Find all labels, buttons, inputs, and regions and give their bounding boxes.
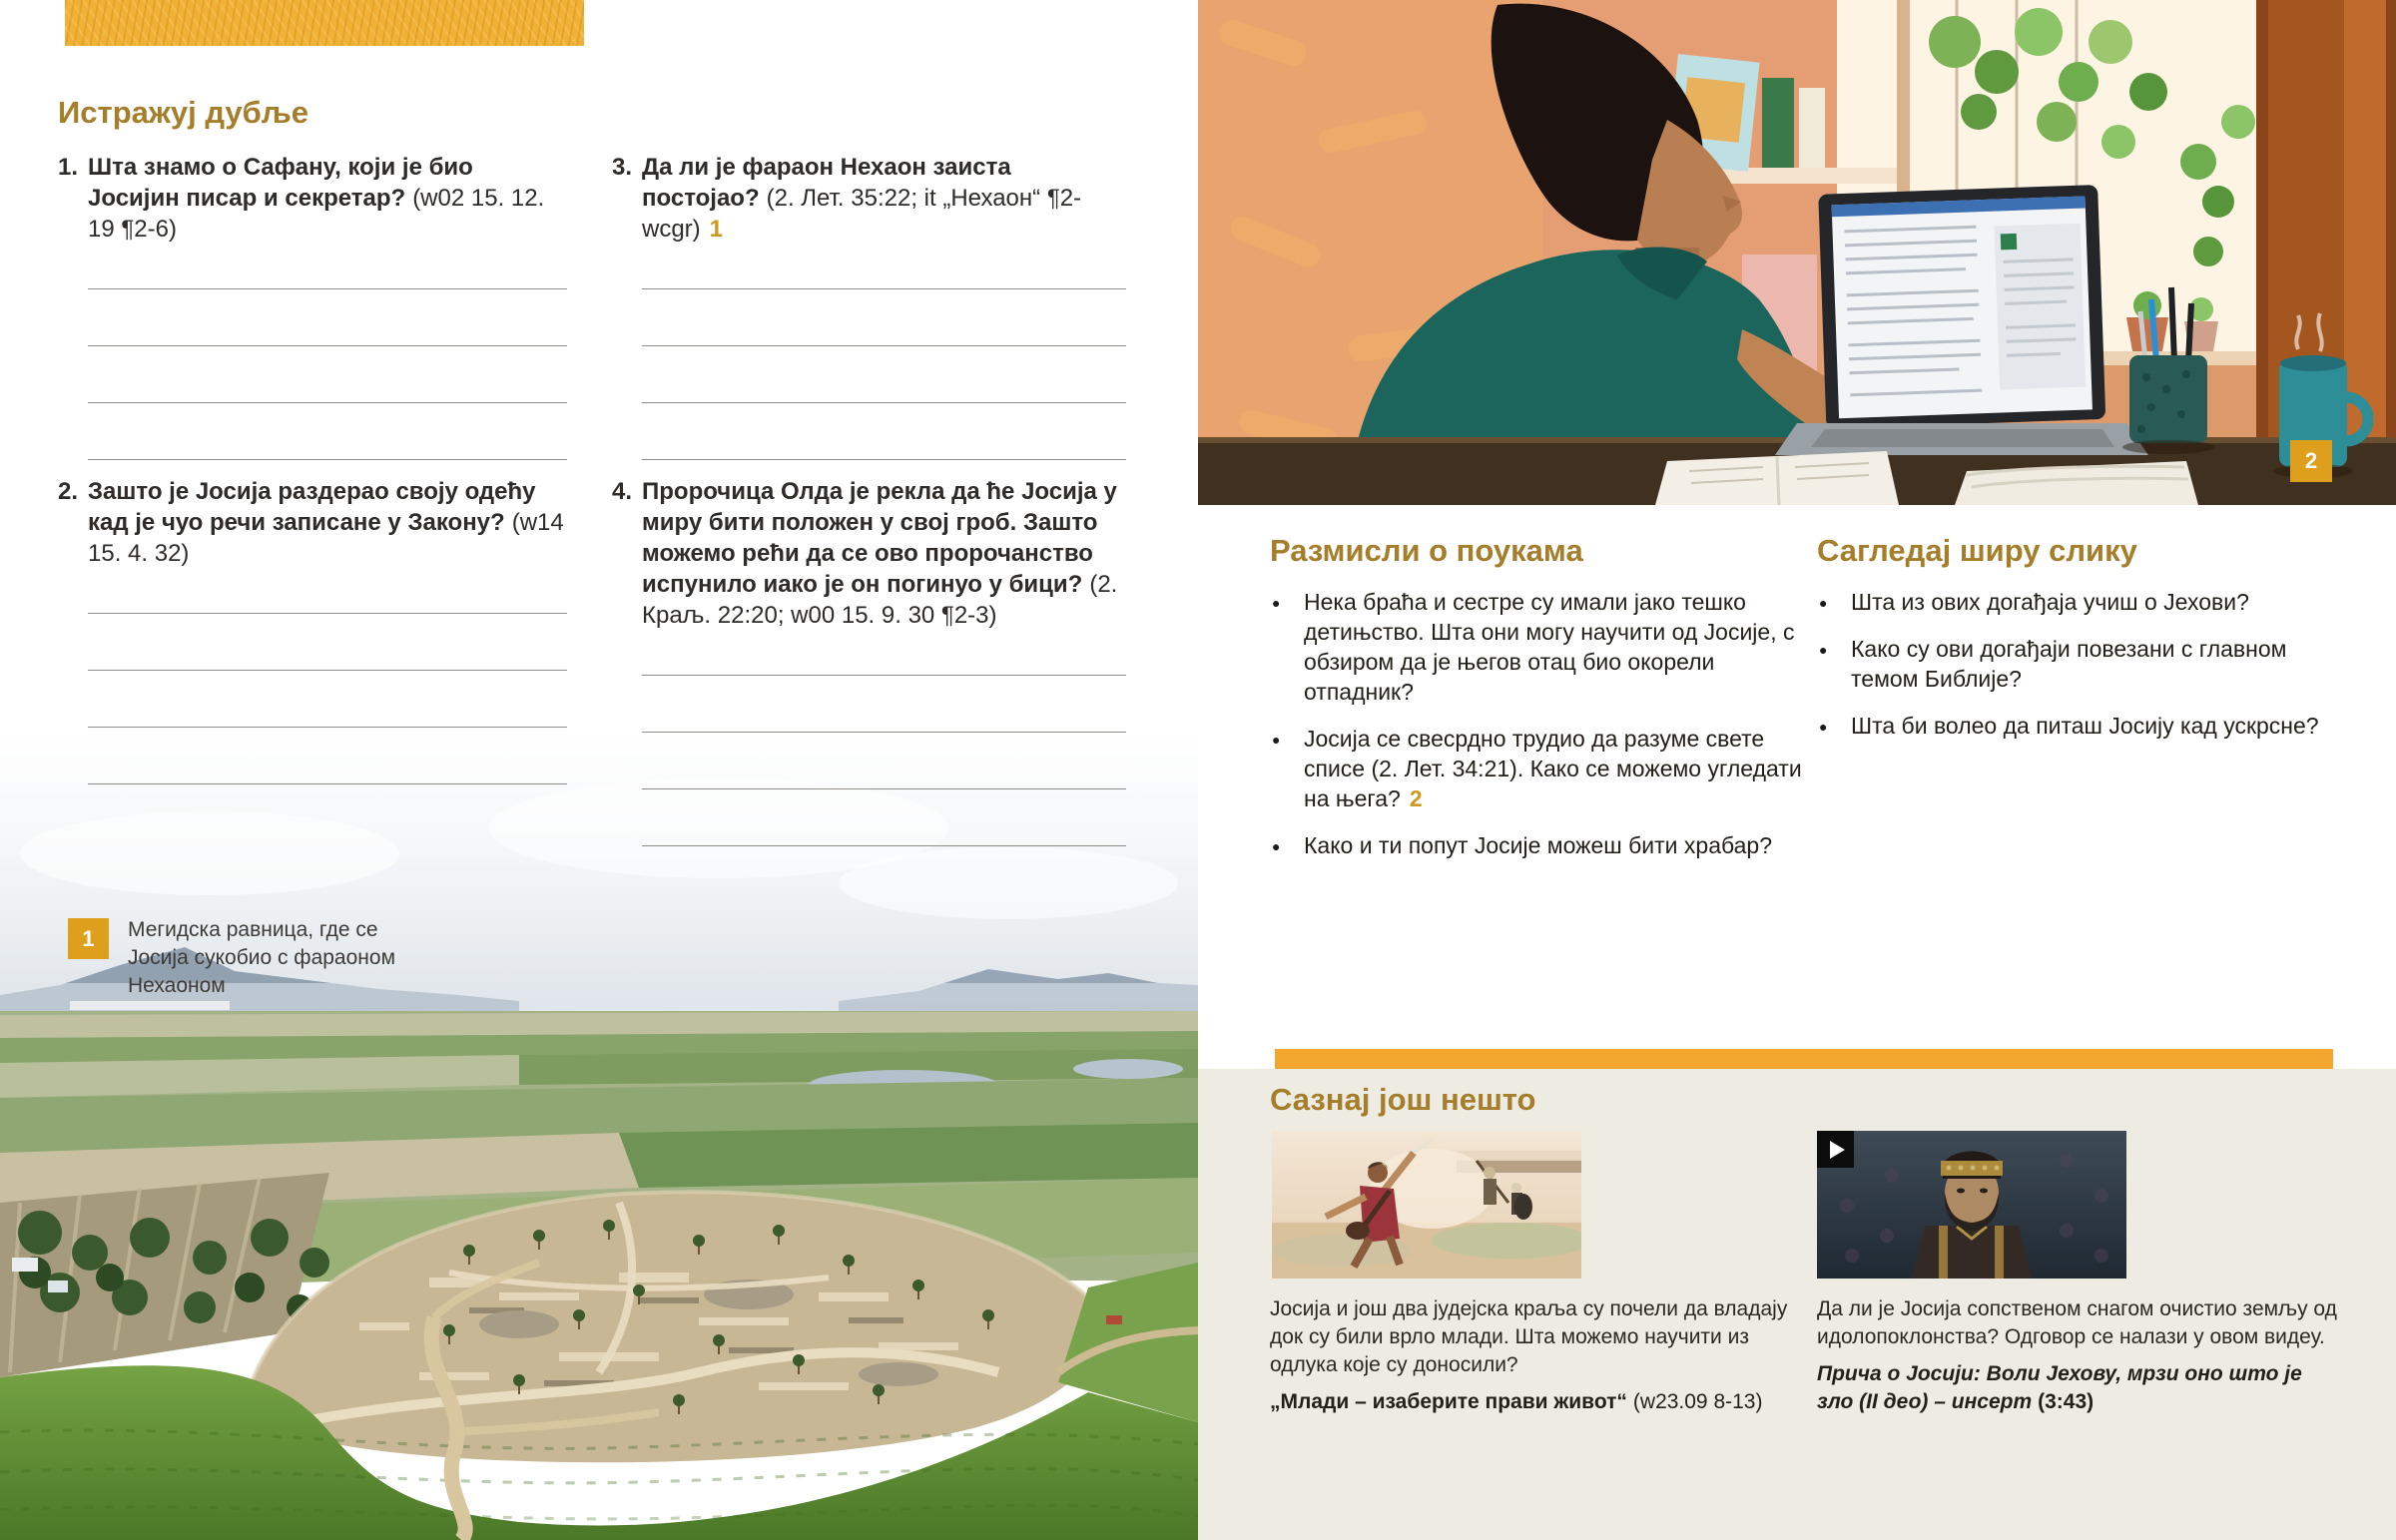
publication-reference: (w23.09 8-13) [1632, 1390, 1763, 1413]
question-3 [612, 152, 1126, 460]
bullet-text: Нека браћа и сестре су имали јако тешко детињство. Шта они могу научити од Јосије, с обзиром да је његов отац био окорели отпадник? [1304, 589, 1795, 705]
question-reference: (w14 15. 4. 32) [88, 509, 564, 567]
question-2 [58, 476, 567, 784]
king-josiah-video-still [1817, 1131, 2126, 1279]
question-text: Да ли је фараон Нехаон заиста постојао? [642, 154, 1011, 212]
question-text: Зашто је Јосија раздерао своју одећу кад је чуо речи записане у Закону? [88, 478, 536, 536]
question-text: Пророчица Олда је рекла да ће Јосија у миру бити положен у свој гроб. Зашто можемо рећи да се ово пророчанство испунило иако је он погинуо у бици? [642, 478, 1117, 598]
answer-lines [642, 631, 1126, 846]
question-text: Шта знамо о Сафану, који је био Јосијин писар и секретар? [88, 154, 473, 212]
writing-line [642, 346, 1126, 403]
question-reference: (w02 15. 12. 19 ¶2-6) [88, 185, 545, 243]
bullet-item [1270, 587, 1804, 707]
answer-lines [88, 569, 567, 784]
video-thumbnail-young-kings[interactable] [1272, 1131, 1581, 1279]
study-photo [1198, 0, 2396, 505]
learn-more-item-1 [1270, 1295, 1814, 1416]
publication-title [1270, 1388, 1814, 1416]
question-reference: (2. Лет. 35:22; it „Нехаон“ ¶2-wcgr) [642, 185, 1082, 243]
learn-more-item-2 [1817, 1295, 2381, 1416]
david-goliath-illustration [1272, 1131, 1581, 1279]
play-icon[interactable] [1817, 1131, 1854, 1168]
footnote-number-1: 1 [709, 216, 724, 243]
writing-line [88, 289, 567, 346]
bullet-item [1817, 587, 2336, 617]
bullet-text: Како и ти попут Јосије можеш бити храбар? [1304, 832, 1773, 858]
writing-line [88, 728, 567, 784]
answer-lines [88, 245, 567, 460]
writing-line [88, 671, 567, 728]
writing-line [88, 346, 567, 403]
footnote-number-2: 2 [1409, 785, 1423, 811]
bigger-picture-heading: Сагледај ширу слику [1817, 533, 2137, 568]
bullet-text: Шта би волео да питаш Јосију кад ускрсне? [1851, 713, 2319, 739]
writing-line [642, 676, 1126, 733]
bullet-text: Шта из ових догађаја учиш о Јехови? [1851, 589, 2249, 615]
writing-line [642, 631, 1126, 676]
bullet-item [1817, 634, 2336, 694]
bullet-item [1817, 711, 2336, 741]
question-1 [58, 152, 567, 460]
bullet-text: Како су ови догађаји повезани с главном темом Библије? [1851, 636, 2287, 692]
writing-line [88, 245, 567, 289]
young-man-studying-illustration [1198, 0, 2396, 505]
megiddo-caption: Мегидска равница, где се Јосија сукобио с фараоном Нехаоном [128, 918, 396, 997]
writing-line [642, 289, 1126, 346]
play-triangle [1830, 1141, 1845, 1159]
video-description: Јосија и још два јудејска краља су почели да владају док су били врло млади. Шта можемо научити из одлука које су доносили? [1270, 1297, 1788, 1376]
writing-line [642, 789, 1126, 846]
question-number: 3. [612, 154, 633, 181]
question-number: 1. [58, 154, 79, 181]
question-reference: (2. Краљ. 22:20; w00 15. 9. 30 ¶2-3) [642, 571, 1118, 629]
learn-more-heading: Сазнај још нешто [1270, 1082, 1536, 1117]
bullet-text: Јосија се свесрдно трудио да разуме свете списе (2. Лет. 34:21). Како се можемо угледати на њега? [1304, 726, 1802, 811]
question-number: 4. [612, 478, 633, 505]
video-title [1817, 1360, 2316, 1416]
bullet-item [1270, 830, 1804, 860]
writing-line [642, 733, 1126, 789]
video-duration: (3:43) [2038, 1390, 2095, 1413]
bullet-item [1270, 724, 1804, 813]
explore-deeper-heading: Истражуј дубље [58, 95, 309, 130]
questions-column-2 [612, 152, 1126, 862]
bigger-picture-section [1817, 534, 2336, 758]
answer-lines [642, 245, 1126, 460]
video-thumbnail-josiah-video[interactable] [1817, 1131, 2126, 1279]
question-number: 2. [58, 478, 79, 505]
questions-column-1 [58, 152, 567, 800]
writing-line [88, 614, 567, 671]
question-4 [612, 476, 1126, 846]
publication-title-text: „Млади – изаберите прави живот“ [1270, 1390, 1627, 1413]
writing-line [88, 569, 567, 614]
writing-line [88, 403, 567, 460]
right-page [1198, 0, 2396, 1540]
writing-line [642, 245, 1126, 289]
photo-number-badge-2: 2 [2290, 440, 2332, 482]
learn-more-accent-bar [1275, 1049, 2333, 1069]
think-heading: Размисли о поукама [1270, 533, 1583, 568]
video-description: Да ли је Јосија сопственом снагом очистио земљу од идолопоклонства? Одговор се налази у овом видеу. [1817, 1297, 2337, 1348]
video-title-text: Прича о Јосији: Воли Јехову, мрзи оно што је зло (II део) – инсерт [1817, 1362, 2302, 1413]
think-about-lessons-section [1270, 534, 1804, 877]
decorative-yellow-strip [65, 0, 584, 46]
writing-line [642, 403, 1126, 460]
photo-number-badge-1: 1 [68, 918, 109, 959]
